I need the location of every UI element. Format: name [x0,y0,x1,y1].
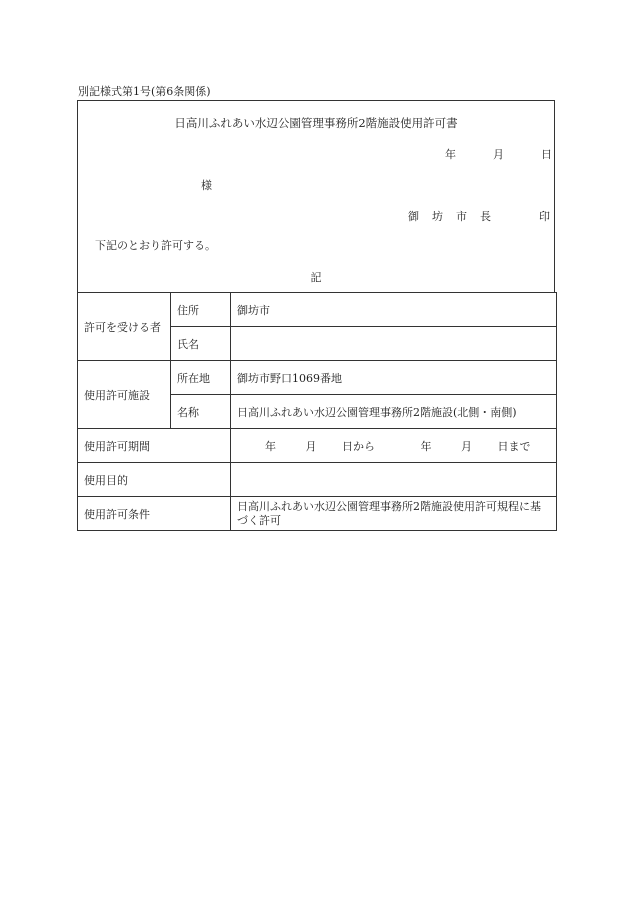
name-value [231,327,557,361]
purpose-value [231,463,557,497]
location-label: 所在地 [171,361,231,395]
date-day: 日 [541,148,552,161]
address-label: 住所 [171,293,231,327]
addressee-suffix: 様 [201,179,212,192]
period-label: 使用許可期間 [78,429,231,463]
table-row [78,463,557,497]
table-row [78,429,557,463]
address-value: 御坊市 [231,293,557,327]
period-year-from: 年 [265,439,276,453]
facility-name-label: 名称 [171,395,231,429]
period-value [231,429,557,463]
document-title: 日高川ふれあい水辺公園管理事務所2階施設使用許可書 [174,116,458,130]
conditions-label: 使用許可条件 [78,497,231,531]
facility-name-value: 日高川ふれあい水辺公園管理事務所2階施設(北側・南側) [231,395,557,429]
permittee-label: 許可を受ける者 [78,293,171,361]
location-value: 御坊市野口1069番地 [231,361,557,395]
ki-heading: 記 [310,271,322,284]
date-year: 年 [445,148,456,161]
period-month-from: 月 [305,439,317,453]
form-reference: 別記様式第1号(第6条関係) [78,85,211,98]
table-row [78,293,557,327]
period-month-until: 月 [461,439,472,453]
permit-details-table [77,292,557,531]
table-row [78,361,557,395]
conditions-value: 日高川ふれあい水辺公園管理事務所2階施設使用許可規程に基づく許可 [231,497,557,531]
purpose-label: 使用目的 [78,463,231,497]
facility-label: 使用許可施設 [78,361,171,429]
seal-mark: 印 [539,210,550,223]
period-day-from: 日から [342,439,375,453]
period-year-until: 年 [420,439,432,453]
table-row [78,497,557,531]
permit-header-box [77,100,555,292]
date-month: 月 [493,148,504,161]
permit-statement: 下記のとおり許可する。 [95,239,216,252]
period-day-until: 日まで [497,439,531,453]
name-label: 氏名 [171,327,231,361]
issuer-title: 御 坊 市 長 [408,210,492,223]
